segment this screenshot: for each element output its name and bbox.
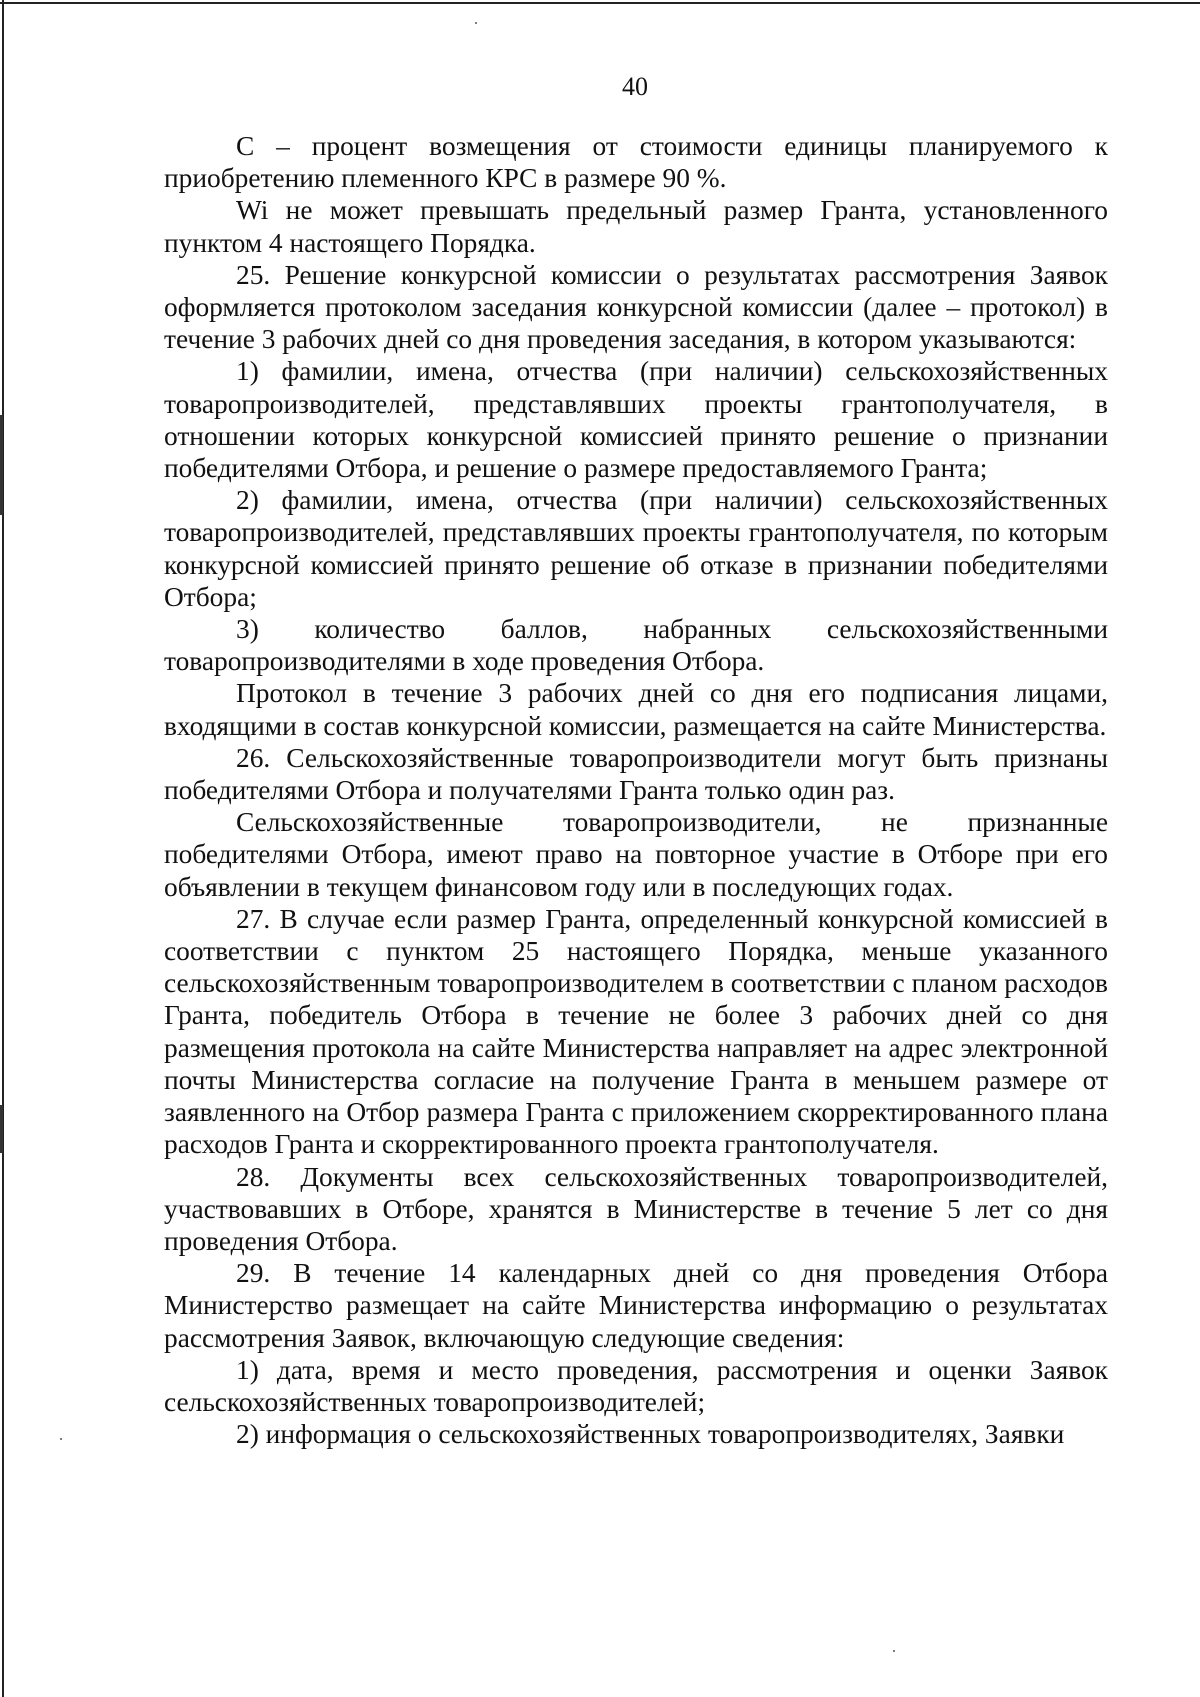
paragraph-c-definition: С – процент возмещения от стоимости единицы планируемого к приобретению племенного КРС в размере 90 %. (164, 131, 1108, 194)
page-number: 40 (622, 72, 648, 101)
paragraph-item-29: 29. В течение 14 календарных дней со дня проведения Отбора Министерство размещает на сайте Министерства информацию о результатах рассмотрения Заявок, включающую следующие сведения: (164, 1258, 1108, 1353)
paragraph-wi-limit: Wi не может превышать предельный размер Гранта, установленного пунктом 4 настоящего Порядка. (164, 195, 1108, 258)
scan-speck (475, 22, 477, 24)
scan-margin-mark (0, 415, 3, 515)
scan-border-left (2, 0, 4, 1697)
paragraph-protocol-publication: Протокол в течение 3 рабочих дней со дня его подписания лицами, входящими в состав конкурсной комиссии, размещается на сайте Министерства. (164, 678, 1108, 741)
paragraph-item-26: 26. Сельскохозяйственные товаропроизводители могут быть признаны победителями Отбора и получателями Гранта только один раз. (164, 742, 1108, 806)
paragraph-item-25: 25. Решение конкурсной комиссии о результатах рассмотрения Заявок оформляется протоколом заседания конкурсной комиссии (далее – протокол) в течение 3 рабочих дней со дня проведения заседания, в котором указываются: (164, 259, 1108, 355)
document-body (164, 130, 1108, 1450)
scan-speck (893, 1650, 895, 1652)
paragraph-item-29-sub-2: 2) информация о сельскохозяйственных товаропроизводителях, Заявки (236, 1419, 1065, 1450)
paragraph-item-29-sub-1: 1) дата, время и место проведения, рассмотрения и оценки Заявок сельскохозяйственных товаропроизводителей; (164, 1354, 1108, 1417)
scan-border-top (0, 2, 1200, 4)
paragraph-item-25-sub-1: 1) фамилии, имена, отчества (при наличии) сельскохозяйственных товаропроизводителей, представлявших проекты грантополучателя, в отношении которых конкурсной комиссией принято решение о признании победителями Отбора, и решение о размере предоставляемого Гранта; (164, 356, 1108, 484)
paragraph-item-25-sub-3: 3) количество баллов, набранных сельскохозяйственными товаропроизводителями в ходе проведения Отбора. (164, 614, 1108, 677)
scan-speck (60, 1438, 62, 1440)
paragraph-item-26-repeat: Сельскохозяйственные товаропроизводители, не признанные победителями Отбора, имеют право на повторное участие в Отборе при его объявлении в текущем финансовом году или в последующих годах. (164, 807, 1108, 902)
paragraph-item-25-sub-2: 2) фамилии, имена, отчества (при наличии) сельскохозяйственных товаропроизводителей, представлявших проекты грантополучателя, по которым конкурсной комиссией принято решение об отказе в признании победителями Отбора; (164, 485, 1108, 612)
scan-margin-mark (0, 1105, 3, 1153)
paragraph-item-28: 28. Документы всех сельскохозяйственных товаропроизводителей, участвовавших в Отборе, хранятся в Министерстве в течение 5 лет со дня проведения Отбора. (164, 1161, 1108, 1256)
paragraph-item-27: 27. В случае если размер Гранта, определенный конкурсной комиссией в соответствии с пунктом 25 настоящего Порядка, меньше указанного сельскохозяйственным товаропроизводителем в соответствии с планом расходов Гранта, победитель Отбора в течение не более 3 рабочих дней со дня размещения протокола на сайте Министерства направляет на адрес электронной почты Министерства согласие на получение Гранта в меньшем размере от заявленного на Отбор размера Гранта с приложением скорректированного плана расходов Гранта и скорректированного проекта грантополучателя. (164, 903, 1108, 1160)
